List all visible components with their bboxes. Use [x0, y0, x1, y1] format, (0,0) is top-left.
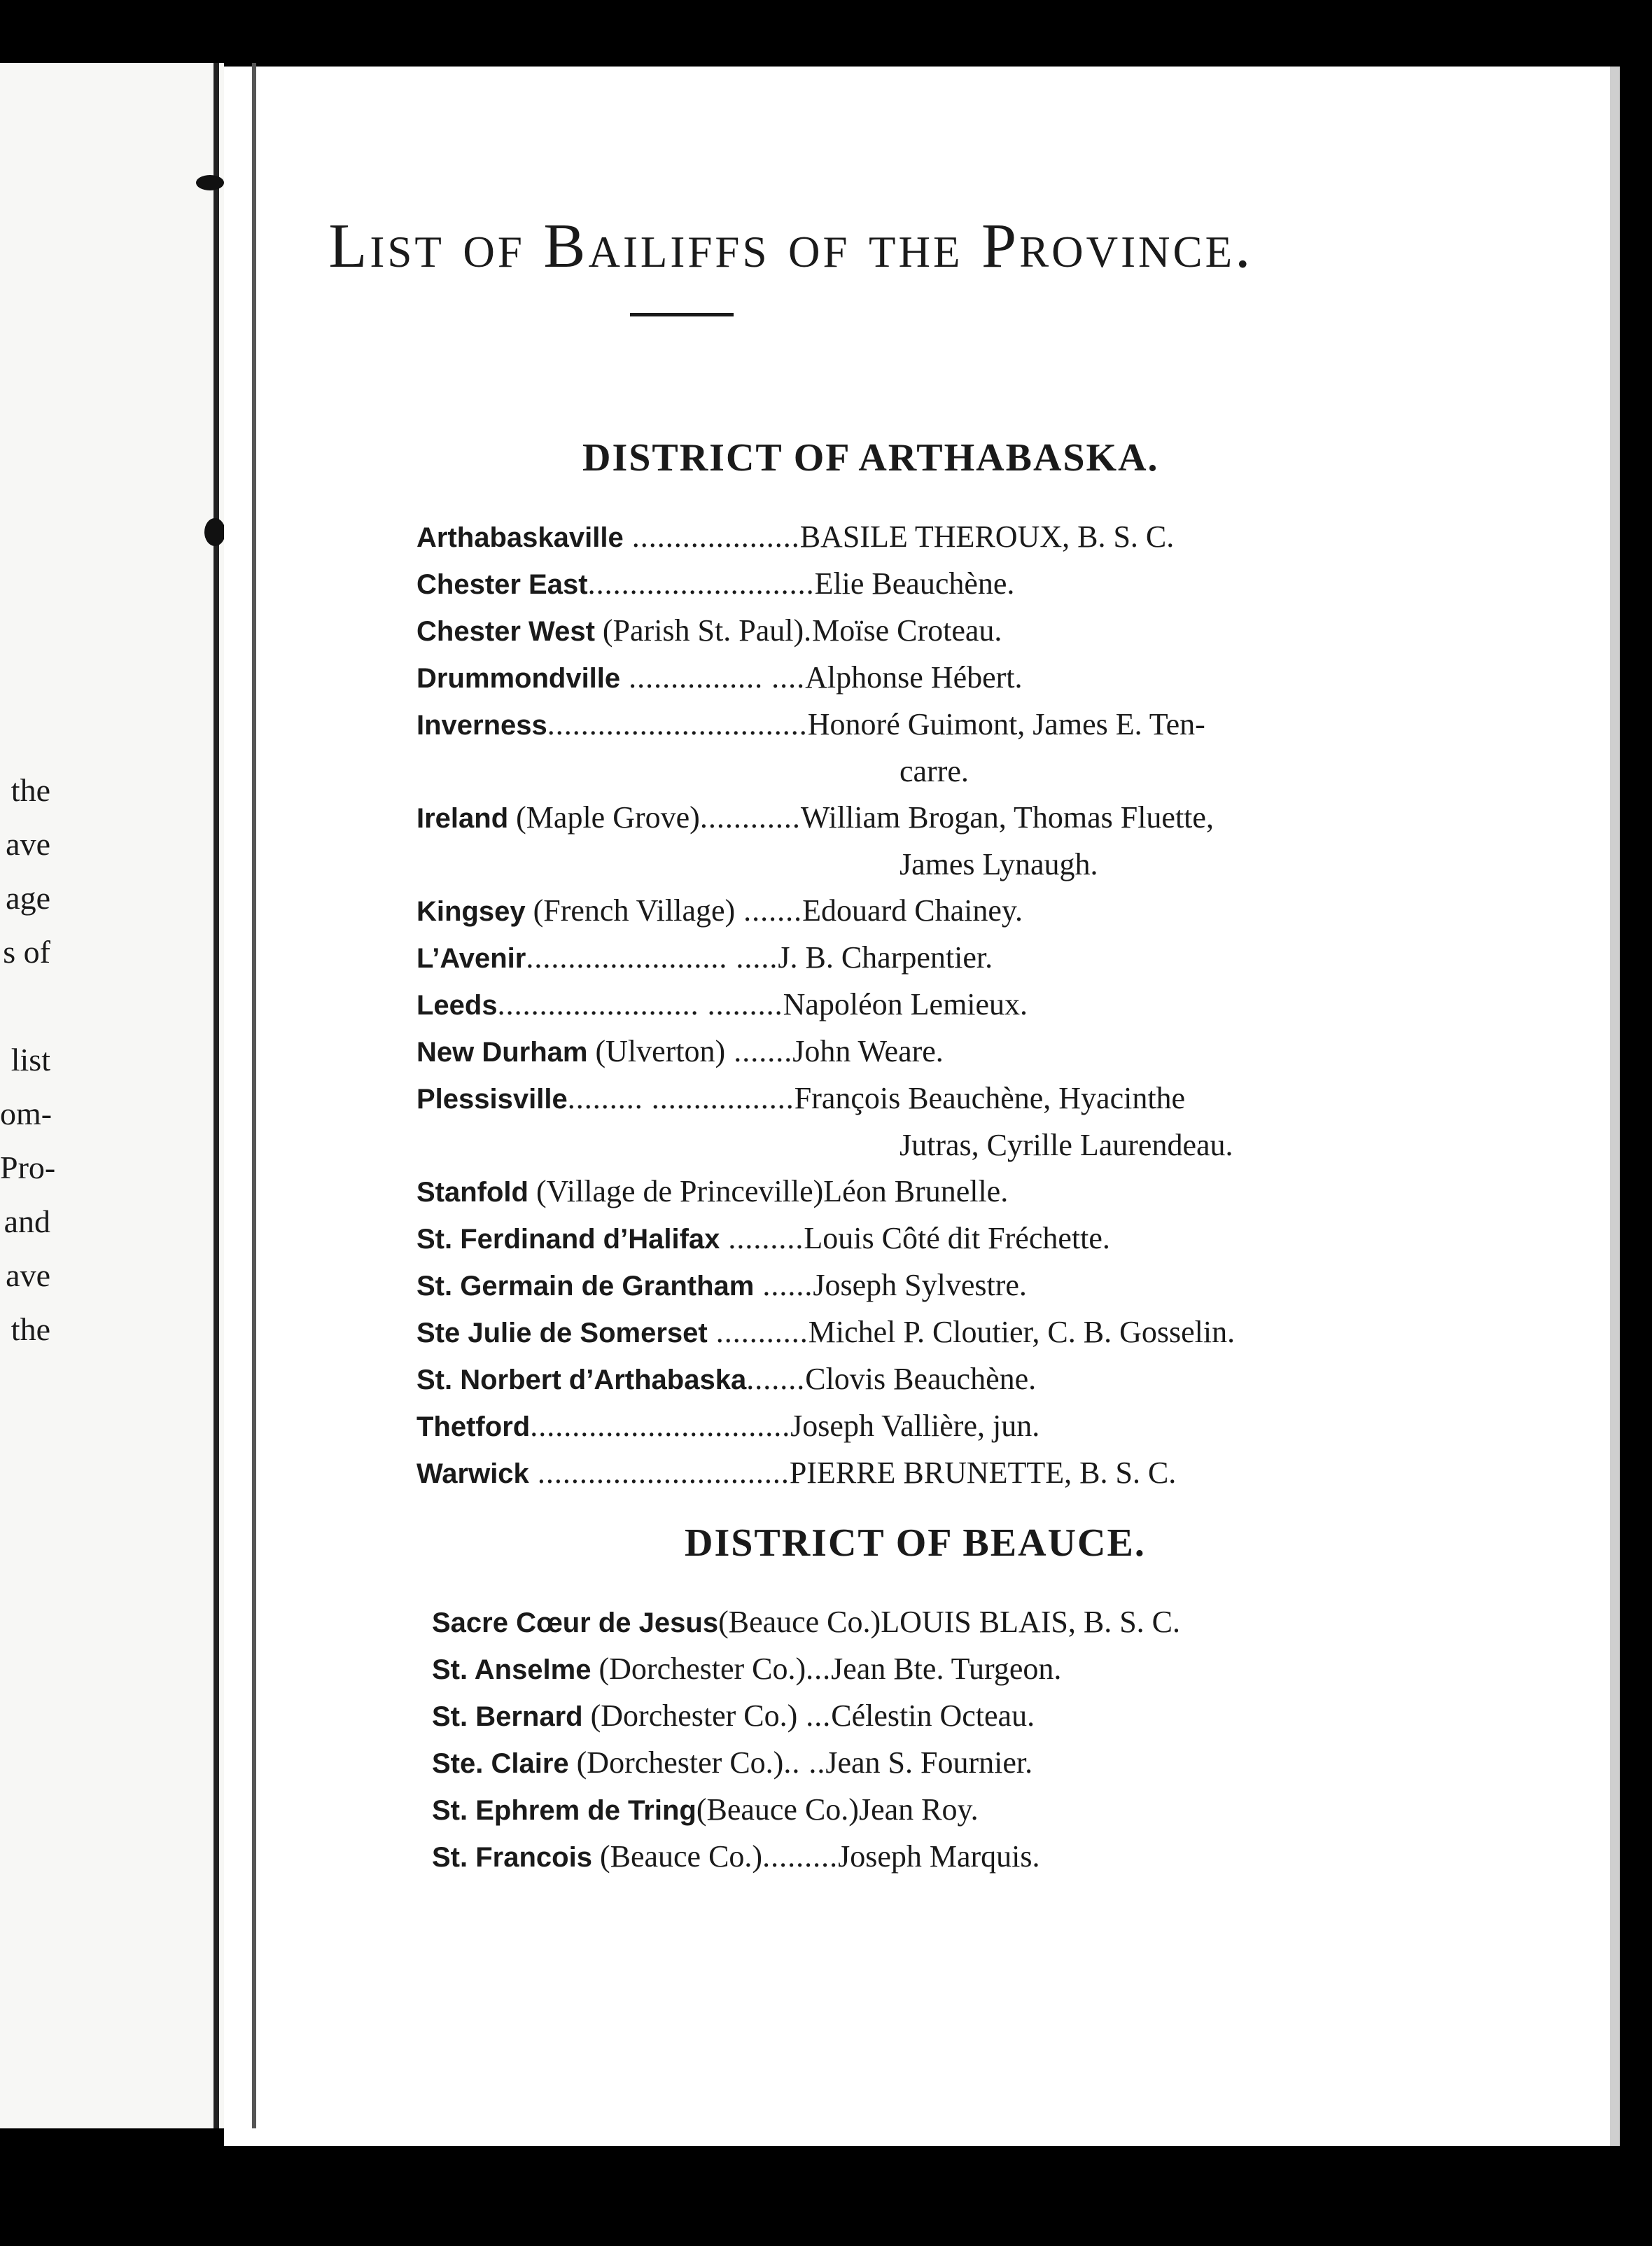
bailiff-names: Michel P. Cloutier, C. B. Gosselin. — [808, 1315, 1236, 1349]
list-item — [416, 702, 1235, 748]
place-name: St. Bernard — [432, 1701, 583, 1732]
place-name: St. Ephrem de Tring — [432, 1795, 696, 1826]
dot-leader: ......... ................. — [567, 1081, 794, 1115]
list-item — [416, 1028, 1235, 1075]
bailiff-names: Joseph Sylvestre. — [813, 1268, 1027, 1302]
dot-leader: .. .. — [783, 1745, 826, 1780]
place-name: St. Anselme — [432, 1654, 592, 1685]
place-name: Kingsey — [416, 896, 526, 927]
place-name: St. Norbert d’Arthabaska — [416, 1365, 747, 1395]
bailiff-names: Alphonse Hébert. — [805, 660, 1023, 695]
fragment-line: s of — [3, 934, 50, 970]
place-qualifier: (Dorchester Co.) — [591, 1652, 806, 1686]
fragment-line: the — [10, 772, 50, 808]
list-item — [416, 982, 1235, 1028]
place-name: Drummondville — [416, 663, 621, 694]
list-item — [416, 1356, 1235, 1403]
dot-leader: ......... — [720, 1221, 804, 1255]
list-item — [416, 1450, 1235, 1497]
place-name: St. Ferdinand d’Halifax — [416, 1224, 720, 1255]
bailiff-names: Jean Bte. Turgeon. — [831, 1652, 1062, 1686]
dot-leader: ........................ ..... — [526, 940, 778, 975]
dot-leader: ............ — [699, 800, 801, 835]
place-name: Chester East — [416, 569, 588, 600]
place-qualifier: (Village de Princeville) — [528, 1174, 824, 1208]
bailiff-names: LOUIS BLAIS, B. S. C. — [881, 1605, 1181, 1639]
dot-leader: ........................ ......... — [497, 987, 783, 1021]
dot-leader: ........... — [707, 1315, 808, 1349]
dot-leader: . — [804, 613, 813, 648]
place-name: Thetford — [416, 1411, 531, 1442]
place-name: L’Avenir — [416, 943, 526, 974]
bailiff-names: Joseph Vallière, jun. — [790, 1409, 1040, 1443]
ink-blot — [204, 518, 225, 546]
list-item — [416, 795, 1235, 842]
dot-leader: .............................. — [528, 1456, 790, 1490]
place-name: Arthabaskaville — [416, 522, 624, 553]
dot-leader: ...... — [754, 1268, 813, 1302]
list-item — [416, 514, 1235, 561]
list-item — [416, 888, 1235, 935]
bailiff-names: Honoré Guimont, James E. Ten- — [807, 707, 1205, 741]
bailiff-names: Moïse Croteau. — [812, 613, 1002, 648]
list-item — [416, 1309, 1235, 1356]
list-item — [432, 1646, 1180, 1693]
place-qualifier: (Parish St. Paul) — [594, 613, 804, 648]
list-item — [416, 1075, 1235, 1122]
bailiff-names: François Beauchène, Hyacinthe — [794, 1081, 1186, 1115]
place-qualifier: (Beauce Co.) — [718, 1605, 881, 1639]
dot-leader: ....... — [746, 1362, 806, 1396]
bailiff-names: Elie Beauchène. — [814, 566, 1015, 601]
fragment-line: ave — [6, 826, 50, 862]
list-item — [432, 1740, 1180, 1787]
place-qualifier: (Beauce Co.) — [592, 1839, 763, 1874]
list-item — [432, 1599, 1180, 1646]
district-heading-arthabaska: DISTRICT OF ARTHABASKA. — [582, 436, 1159, 480]
bailiff-names: Célestin Octeau. — [831, 1699, 1035, 1733]
dot-leader: .................... — [623, 519, 800, 554]
fragment-line: ave — [6, 1257, 50, 1293]
bailiff-names: BASILE THEROUX, B. S. C. — [799, 519, 1175, 554]
list-item — [416, 655, 1235, 702]
bailiff-names: PIERRE BRUNETTE, B. S. C. — [789, 1456, 1177, 1490]
fragment-line: Pro- — [0, 1150, 56, 1185]
dot-leader: ................ .... — [620, 660, 806, 695]
place-name: New Durham — [416, 1037, 588, 1068]
list-item — [416, 1169, 1235, 1215]
list-item — [416, 561, 1235, 608]
place-qualifier: (Beauce Co.) — [696, 1792, 859, 1827]
previous-page-margin-text — [0, 763, 70, 1356]
bailiff-names: William Brogan, Thomas Fluette, — [800, 800, 1214, 835]
title-rule — [630, 313, 734, 316]
place-name: Ste Julie de Somerset — [416, 1318, 708, 1348]
dot-leader: ........................... — [587, 566, 815, 601]
dot-leader: ....... — [725, 1034, 793, 1068]
list-item-continuation: Jutras, Cyrille Laurendeau. — [899, 1128, 1233, 1162]
place-name: Sacre Cœur de Jesus — [432, 1607, 719, 1638]
ink-blot — [196, 175, 224, 190]
bailiff-names: Jean S. Fournier. — [825, 1745, 1033, 1780]
place-name: Warwick — [416, 1458, 529, 1489]
bailiff-names: Edouard Chainey. — [802, 893, 1023, 928]
dot-leader: ......... — [762, 1839, 839, 1874]
list-item — [432, 1693, 1180, 1740]
list-item — [432, 1834, 1180, 1881]
place-qualifier: (Ulverton) — [587, 1034, 726, 1068]
beauce-entries — [432, 1599, 1180, 1881]
fragment-line: om- — [0, 1096, 52, 1131]
fragment-line: and — [4, 1204, 50, 1239]
place-qualifier: (Dorchester Co.) — [582, 1699, 798, 1733]
place-name: Leeds — [416, 990, 498, 1021]
fragment-line: the — [10, 1311, 50, 1347]
bailiff-names: Napoléon Lemieux. — [783, 987, 1028, 1021]
district-heading-beauce: DISTRICT OF BEAUCE. — [685, 1521, 1146, 1565]
fragment-line: list — [10, 1042, 50, 1077]
bailiff-names: Jean Roy. — [858, 1792, 979, 1827]
place-qualifier: (French Village) — [525, 893, 736, 928]
arthabaska-entries — [416, 514, 1235, 1497]
fragment-line: age — [6, 880, 50, 916]
dot-leader: ... — [806, 1652, 832, 1686]
place-qualifier: (Maple Grove) — [508, 800, 700, 835]
bailiff-names: John Weare. — [792, 1034, 944, 1068]
place-qualifier: (Dorchester Co.) — [568, 1745, 784, 1780]
previous-page-fragment — [0, 63, 224, 2128]
place-name: St. Germain de Grantham — [416, 1271, 755, 1302]
place-name: Ste. Claire — [432, 1748, 569, 1779]
page-title: List of Bailiffs of the Province. — [328, 211, 1254, 281]
bailiff-names: Léon Brunelle. — [823, 1174, 1009, 1208]
list-item — [416, 1215, 1235, 1262]
place-name: Chester West — [416, 616, 595, 647]
list-item — [416, 935, 1235, 982]
list-item — [416, 1262, 1235, 1309]
bailiff-names: J. B. Charpentier. — [778, 940, 993, 975]
place-name: Plessisville — [416, 1084, 568, 1115]
place-name: Stanfold — [416, 1177, 528, 1208]
dot-leader: ... — [797, 1699, 832, 1733]
dot-leader: ............................... — [547, 707, 808, 741]
page-edge — [1610, 67, 1620, 2146]
place-name: Inverness — [416, 710, 547, 741]
fragment-gap — [0, 979, 50, 1033]
list-item — [416, 1403, 1235, 1450]
list-item — [416, 608, 1235, 655]
list-item-continuation: carre. — [899, 754, 969, 788]
dot-leader: ............................... — [530, 1409, 791, 1443]
list-item — [432, 1787, 1180, 1834]
bailiff-names: Clovis Beauchène. — [805, 1362, 1037, 1396]
list-item-continuation: James Lynaugh. — [899, 847, 1098, 881]
book-spine — [214, 63, 219, 2128]
place-name: St. Francois — [432, 1842, 592, 1873]
place-name: Ireland — [416, 803, 509, 834]
dot-leader: ....... — [735, 893, 803, 928]
bailiff-names: Joseph Marquis. — [838, 1839, 1040, 1874]
page-gutter-line — [252, 63, 256, 2128]
bailiff-names: Louis Côté dit Fréchette. — [804, 1221, 1110, 1255]
